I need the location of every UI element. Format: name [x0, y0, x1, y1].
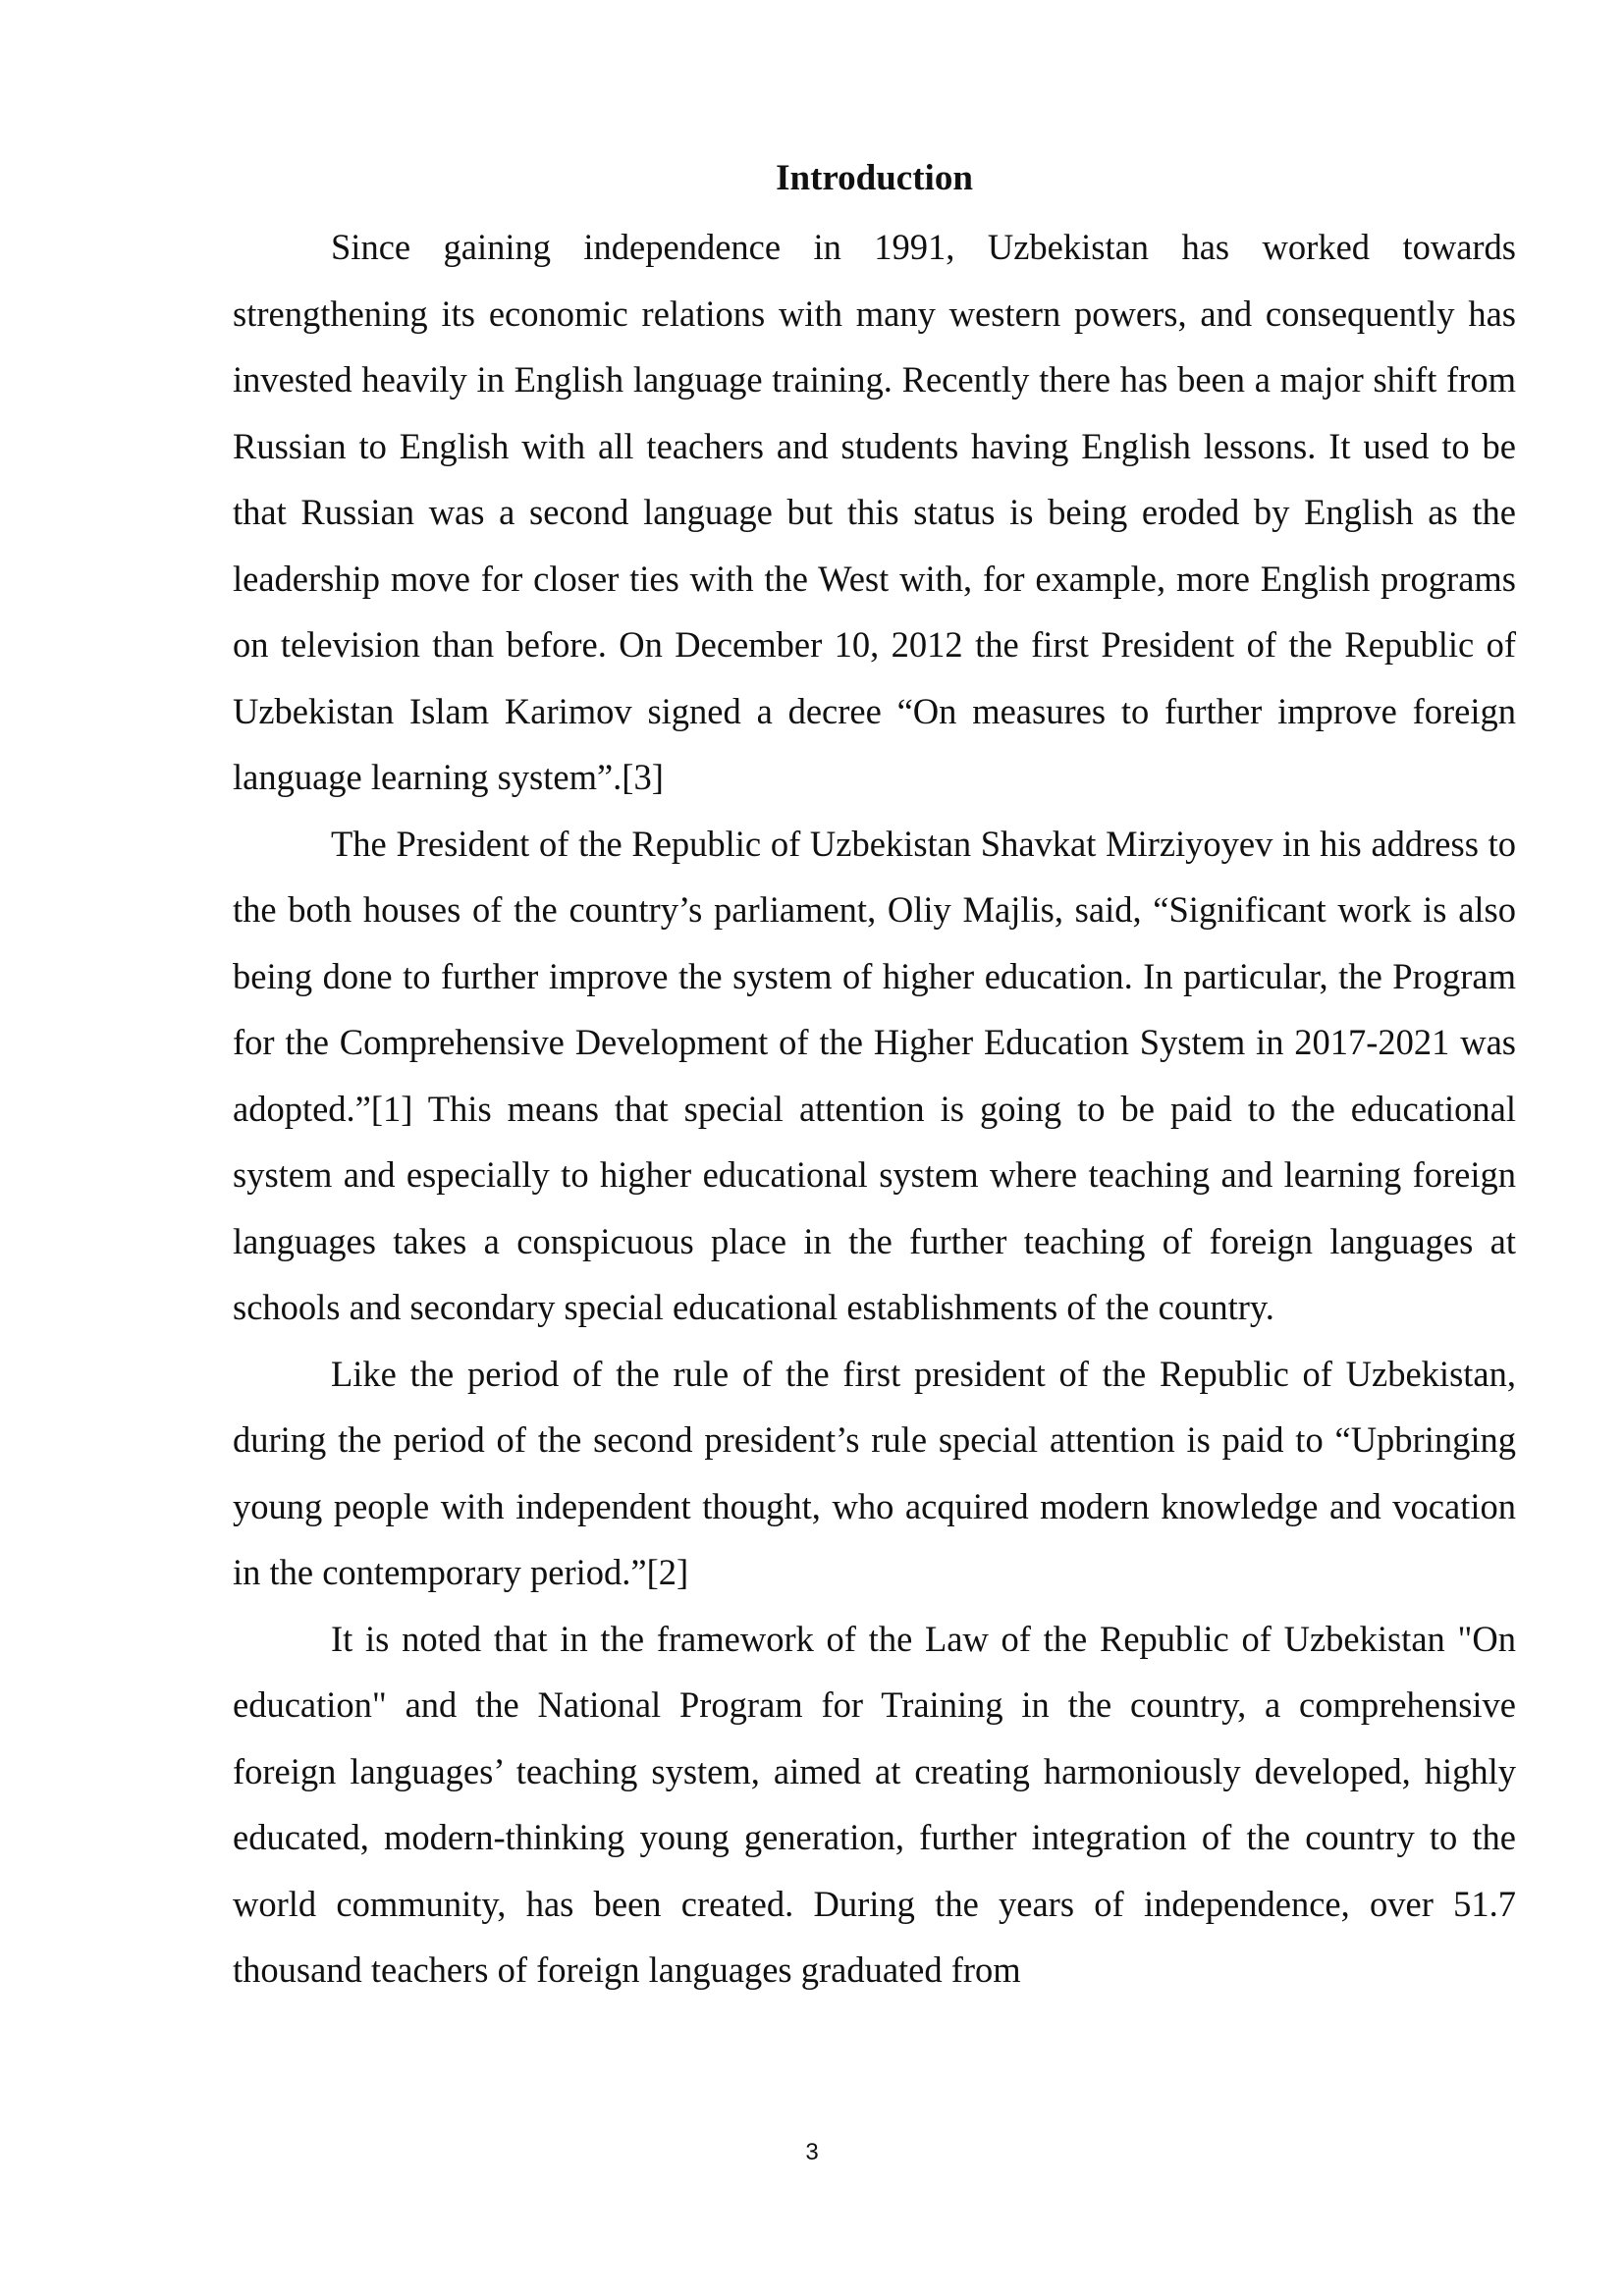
paragraph-2: The President of the Republic of Uzbekistan Shavkat Mirziyoyev in his address to the both houses of the country’s parliament, Oliy Majlis, said, “Significant work is also being done to further improve the system of higher education. In particular, the Program for the Comprehensive Development of the Higher Education System in 2017-2021 was adopted.”[1] This means that special attention is going to be paid to the educational system and especially to higher educational system where teaching and learning foreign languages takes a conspicuous place in the further teaching of foreign languages at schools and secondary special educational establishments of the country. [233, 823, 1516, 1327]
paragraph-3: Like the period of the rule of the first president of the Republic of Uzbekistan, during the period of the second president’s rule special attention is paid to “Upbringing young people with independent thought, who acquired modern knowledge and vocation in the contemporary period.”[2] [233, 1353, 1516, 1592]
document-page [233, 147, 1516, 2003]
paragraph-4: It is noted that in the framework of the Law of the Republic of Uzbekistan "On education" and the National Program for Training in the country, a comprehensive foreign languages’ teaching system, aimed at creating harmoniously developed, highly educated, modern-thinking young generation, further integration of the country to the world community, has been created. During the years of independence, over 51.7 thousand teachers of foreign languages graduated from [233, 1618, 1516, 1990]
page-number: 3 [805, 2139, 819, 2165]
section-title: Introduction [776, 158, 973, 198]
paragraph-1: Since gaining independence in 1991, Uzbekistan has worked towards strengthening its economic relations with many western powers, and consequently has invested heavily in English language training. Recently there has been a major shift from Russian to English with all teachers and students having English lessons. It used to be that Russian was a second language but this status is being eroded by English as the leadership move for closer ties with the West with, for example, more English programs on television than before. On December 10, 2012 the first President of the Republic of Uzbekistan Islam Karimov signed a decree “On measures to further improve foreign language learning system”.[3] [233, 227, 1516, 797]
